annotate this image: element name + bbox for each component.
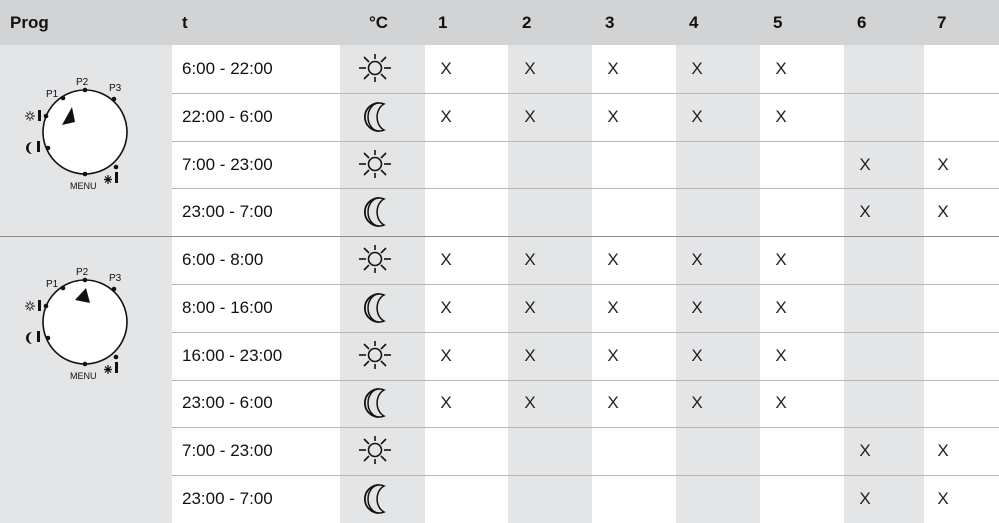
row-divider xyxy=(172,380,999,381)
header-temperature: °C xyxy=(369,13,389,32)
row-time: 6:00 - 22:00 xyxy=(182,59,273,78)
day-7-mark: X xyxy=(937,441,949,460)
day-1-mark: X xyxy=(440,59,452,78)
header-day-4: 4 xyxy=(689,13,699,32)
day-2-mark: X xyxy=(524,393,536,412)
row-time: 22:00 - 6:00 xyxy=(182,107,273,126)
table-header xyxy=(0,0,999,45)
day-3-mark: X xyxy=(607,59,619,78)
day-4-mark: X xyxy=(691,298,703,317)
day-6-mark: X xyxy=(859,489,871,508)
header-day-1: 1 xyxy=(438,13,448,32)
dial-label-p1: P1 xyxy=(46,279,59,290)
row-time: 8:00 - 16:00 xyxy=(182,298,273,317)
row-divider xyxy=(0,236,999,237)
row-time: 7:00 - 23:00 xyxy=(182,441,273,460)
day-2-mark: X xyxy=(524,298,536,317)
header-time: t xyxy=(182,13,188,32)
day-4-mark: X xyxy=(691,393,703,412)
header-day-3: 3 xyxy=(605,13,615,32)
dial-label-p3: P3 xyxy=(109,83,122,94)
day-3-mark: X xyxy=(607,107,619,126)
day-2-mark: X xyxy=(524,107,536,126)
day-4-mark: X xyxy=(691,346,703,365)
row-divider xyxy=(172,284,999,285)
row-divider xyxy=(172,475,999,476)
day-5-mark: X xyxy=(775,107,787,126)
moon-icon xyxy=(362,387,388,424)
day-2-mark: X xyxy=(524,250,536,269)
row-time: 7:00 - 23:00 xyxy=(182,155,273,174)
day-5-mark: X xyxy=(775,393,787,412)
header-day-6: 6 xyxy=(857,13,867,32)
row-divider xyxy=(172,332,999,333)
dial-label-menu: MENU xyxy=(70,371,97,381)
dial-label-p2: P2 xyxy=(76,77,89,88)
dial-label-menu: MENU xyxy=(70,181,97,191)
program-dial-p2-icon xyxy=(20,250,150,385)
row-time: 23:00 - 6:00 xyxy=(182,393,273,412)
day-3-mark: X xyxy=(607,298,619,317)
day-5-mark: X xyxy=(775,346,787,365)
sun-icon xyxy=(358,149,392,184)
dial-label-p2: P2 xyxy=(76,267,89,278)
row-time: 23:00 - 7:00 xyxy=(182,489,273,508)
day-4-mark: X xyxy=(691,107,703,126)
dial-label-p1: P1 xyxy=(46,89,59,100)
day-7-mark: X xyxy=(937,155,949,174)
day-6-mark: X xyxy=(859,155,871,174)
row-divider xyxy=(172,188,999,189)
header-day-7: 7 xyxy=(937,13,947,32)
moon-icon xyxy=(362,101,388,138)
day-5-mark: X xyxy=(775,59,787,78)
day-1-mark: X xyxy=(440,298,452,317)
day-7-mark: X xyxy=(937,489,949,508)
day-2-mark: X xyxy=(524,59,536,78)
day-7-mark: X xyxy=(937,202,949,221)
day-6-mark: X xyxy=(859,202,871,221)
sun-icon xyxy=(358,340,392,375)
sun-icon xyxy=(358,244,392,279)
row-divider xyxy=(172,93,999,94)
row-divider xyxy=(172,427,999,428)
day-3-mark: X xyxy=(607,250,619,269)
sun-icon xyxy=(358,435,392,470)
header-prog: Prog xyxy=(10,13,49,32)
sun-icon xyxy=(358,53,392,88)
dial-label-p3: P3 xyxy=(109,273,122,284)
row-divider xyxy=(172,141,999,142)
header-day-2: 2 xyxy=(522,13,532,32)
day-3-mark: X xyxy=(607,346,619,365)
day-1-mark: X xyxy=(440,250,452,269)
row-time: 6:00 - 8:00 xyxy=(182,250,264,269)
row-time: 23:00 - 7:00 xyxy=(182,202,273,221)
day-4-mark: X xyxy=(691,59,703,78)
row-time: 16:00 - 23:00 xyxy=(182,346,283,365)
moon-icon xyxy=(362,196,388,233)
day-1-mark: X xyxy=(440,393,452,412)
day-1-mark: X xyxy=(440,107,452,126)
header-day-5: 5 xyxy=(773,13,783,32)
moon-icon xyxy=(362,292,388,329)
program-dial-p1-icon xyxy=(20,60,150,195)
day-4-mark: X xyxy=(691,250,703,269)
day-6-mark: X xyxy=(859,441,871,460)
day-5-mark: X xyxy=(775,250,787,269)
moon-icon xyxy=(362,483,388,520)
day-2-mark: X xyxy=(524,346,536,365)
day-5-mark: X xyxy=(775,298,787,317)
day-3-mark: X xyxy=(607,393,619,412)
day-1-mark: X xyxy=(440,346,452,365)
